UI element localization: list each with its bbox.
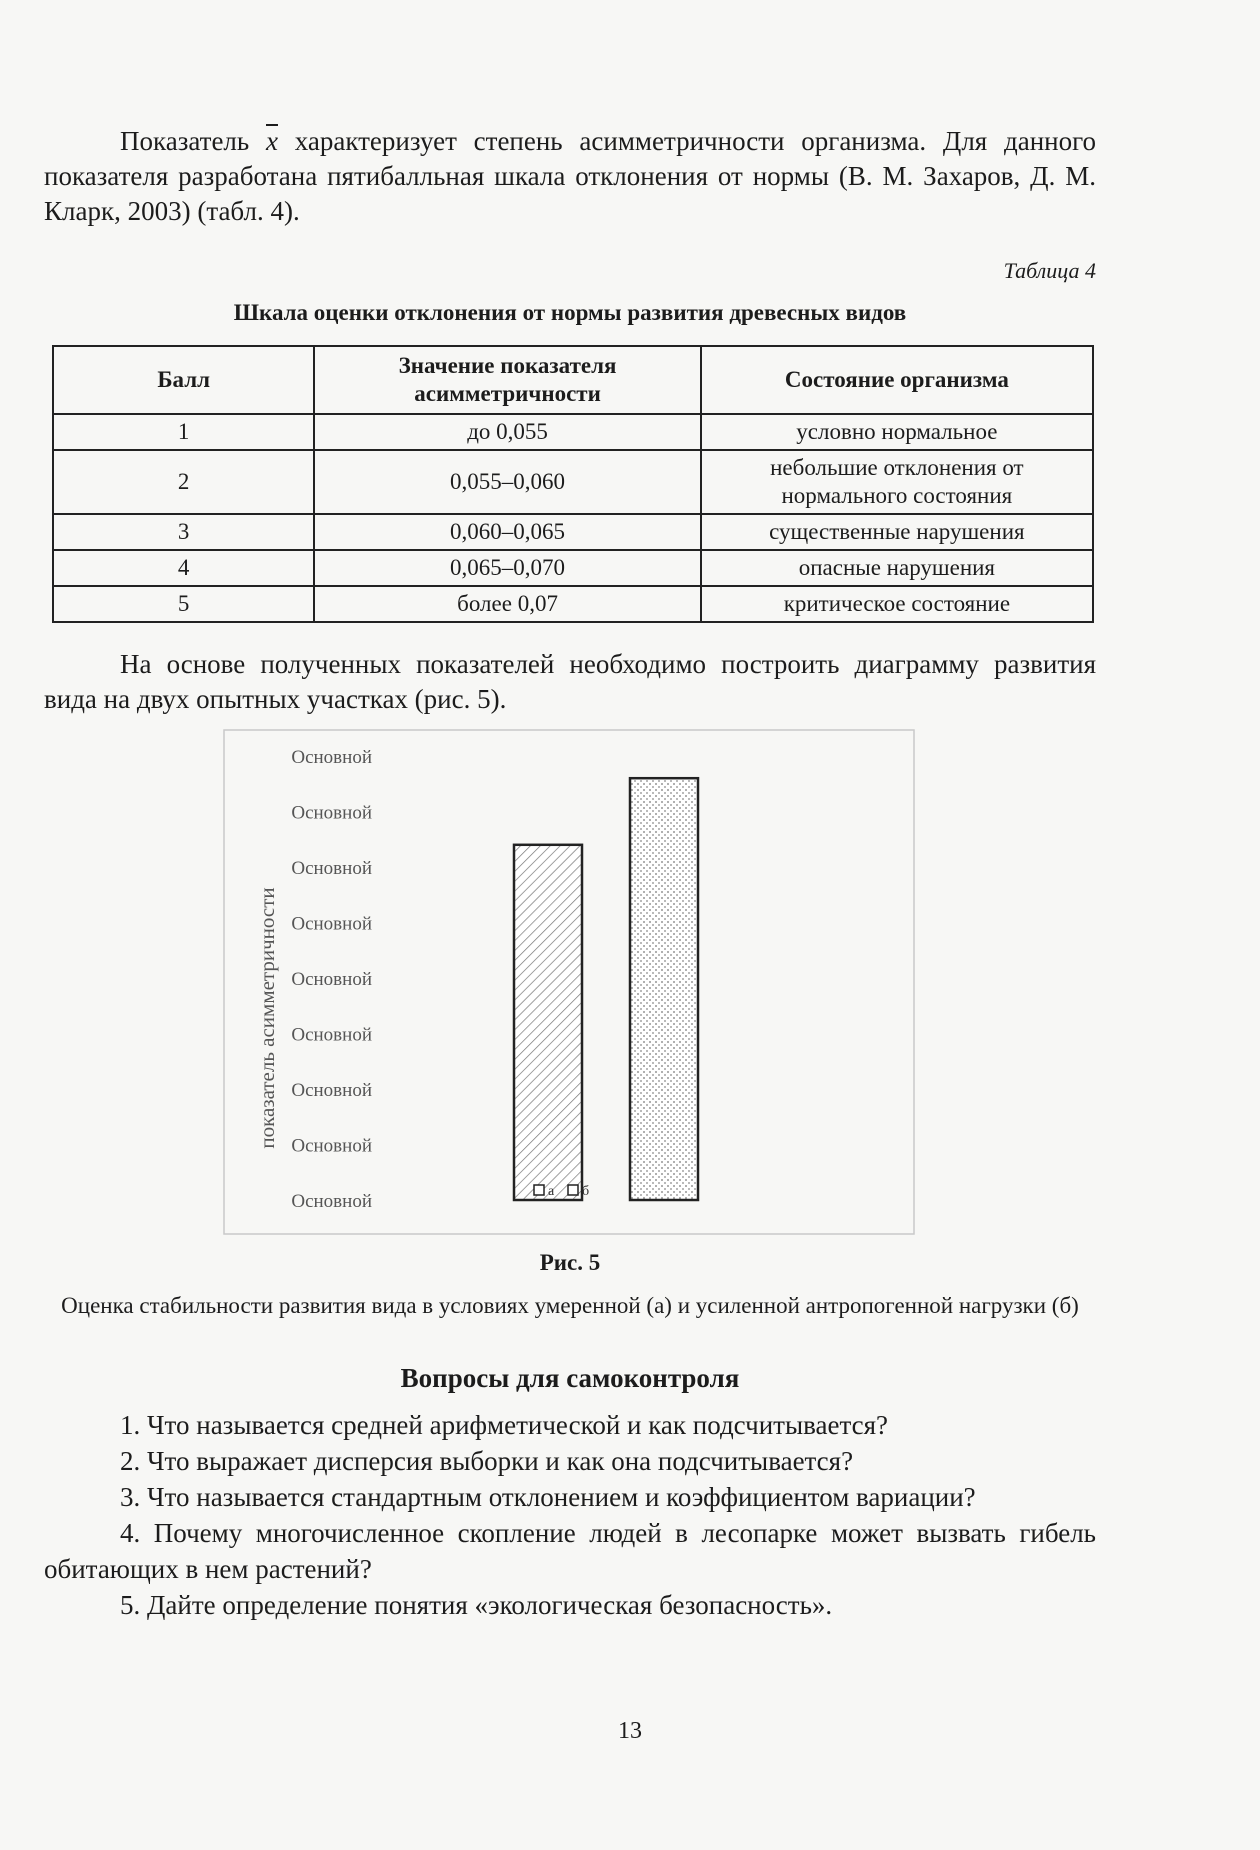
intro-text-end: характеризует степень асимметричности организма. Для данного показателя разработана пятибалльная шкала отклонения от нормы (В. М. Захаров, Д. М. Кларк, 2003) (табл. 4). xyxy=(44,126,1097,226)
y-tick-label: Основной xyxy=(291,747,372,768)
y-tick-label: Основной xyxy=(291,1135,372,1157)
bar-б xyxy=(630,778,698,1200)
cell-state: опасные нарушения xyxy=(701,550,1093,586)
table-row xyxy=(53,414,1093,450)
table-row xyxy=(53,550,1093,586)
question-item: 5. Дайте определение понятия «экологическая безопасность». xyxy=(120,1590,833,1620)
chart-svg xyxy=(222,728,918,1238)
header-score: Балл xyxy=(53,346,314,414)
figure-caption: Рис. 5 xyxy=(539,1250,601,1275)
y-axis-label: показатель асимметричности xyxy=(255,887,279,1149)
questions-list xyxy=(44,1407,1096,1623)
y-tick-label: Основной xyxy=(291,913,372,935)
cell-state: критическое состояние xyxy=(701,586,1093,622)
legend-label: а xyxy=(548,1184,555,1199)
cell-value: 0,060–0,065 xyxy=(314,514,700,550)
cell-score: 3 xyxy=(53,514,314,550)
table-row xyxy=(53,586,1093,622)
legend-swatch xyxy=(534,1185,544,1195)
y-tick-label: Основной xyxy=(291,1080,372,1101)
table-row xyxy=(53,450,1093,514)
cell-score: 1 xyxy=(53,414,314,450)
table-row xyxy=(53,514,1093,550)
cell-score: 2 xyxy=(53,450,314,514)
y-tick-label: Основной xyxy=(291,1024,372,1046)
y-tick-label: Основной xyxy=(291,802,372,824)
legend-swatch xyxy=(568,1185,578,1195)
question-item: 4. Почему многочисленное скопление людей в лесопарке может вызвать гибель обитающих в нем растений? xyxy=(44,1518,1096,1584)
table-label: Таблица 4 xyxy=(1003,258,1096,283)
figure-description: Оценка стабильности развития вида в условиях умеренной (а) и усиленной антропогенной нагрузки (б) xyxy=(61,1293,1079,1318)
cell-value: более 0,07 xyxy=(314,586,700,622)
y-tick-label: Основной xyxy=(291,858,372,879)
asymmetry-chart xyxy=(222,728,918,1238)
question-item: 3. Что называется стандартным отклонением и коэффициентом вариации? xyxy=(120,1482,976,1512)
table-title: Шкала оценки отклонения от нормы развития древесных видов xyxy=(233,300,907,325)
header-state: Состояние организма xyxy=(701,346,1093,414)
intro-text-start: Показатель xyxy=(120,126,266,156)
bar-а xyxy=(514,845,582,1200)
cell-value: до 0,055 xyxy=(314,414,700,450)
cell-state: существенные нарушения xyxy=(701,514,1093,550)
legend-label: б xyxy=(582,1184,590,1199)
question-item: 1. Что называется средней арифметической и как подсчитывается? xyxy=(120,1410,888,1440)
header-value: Значение показателя асимметричности xyxy=(314,346,700,414)
cell-state: условно нормальное xyxy=(701,414,1093,450)
diagram-paragraph: На основе полученных показателей необходимо построить диаграмму развития вида на двух опытных участках (рис. 5). xyxy=(44,649,1096,714)
table-header-row xyxy=(53,346,1093,414)
cell-value: 0,055–0,060 xyxy=(314,450,700,514)
y-tick-label: Основной xyxy=(291,969,372,990)
cell-score: 4 xyxy=(53,550,314,586)
deviation-scale-table xyxy=(52,345,1094,623)
question-item: 2. Что выражает дисперсия выборки и как она подсчитывается? xyxy=(120,1446,854,1476)
cell-state: небольшие отклонения от нормального состояния xyxy=(701,450,1093,514)
page-number: 13 xyxy=(618,1718,642,1744)
y-tick-label: Основной xyxy=(291,1191,372,1212)
cell-score: 5 xyxy=(53,586,314,622)
intro-paragraph xyxy=(44,124,1096,229)
mean-symbol: $\overline{x}$ xyxy=(266,126,278,156)
cell-value: 0,065–0,070 xyxy=(314,550,700,586)
section-title: Вопросы для самоконтроля xyxy=(400,1363,740,1393)
